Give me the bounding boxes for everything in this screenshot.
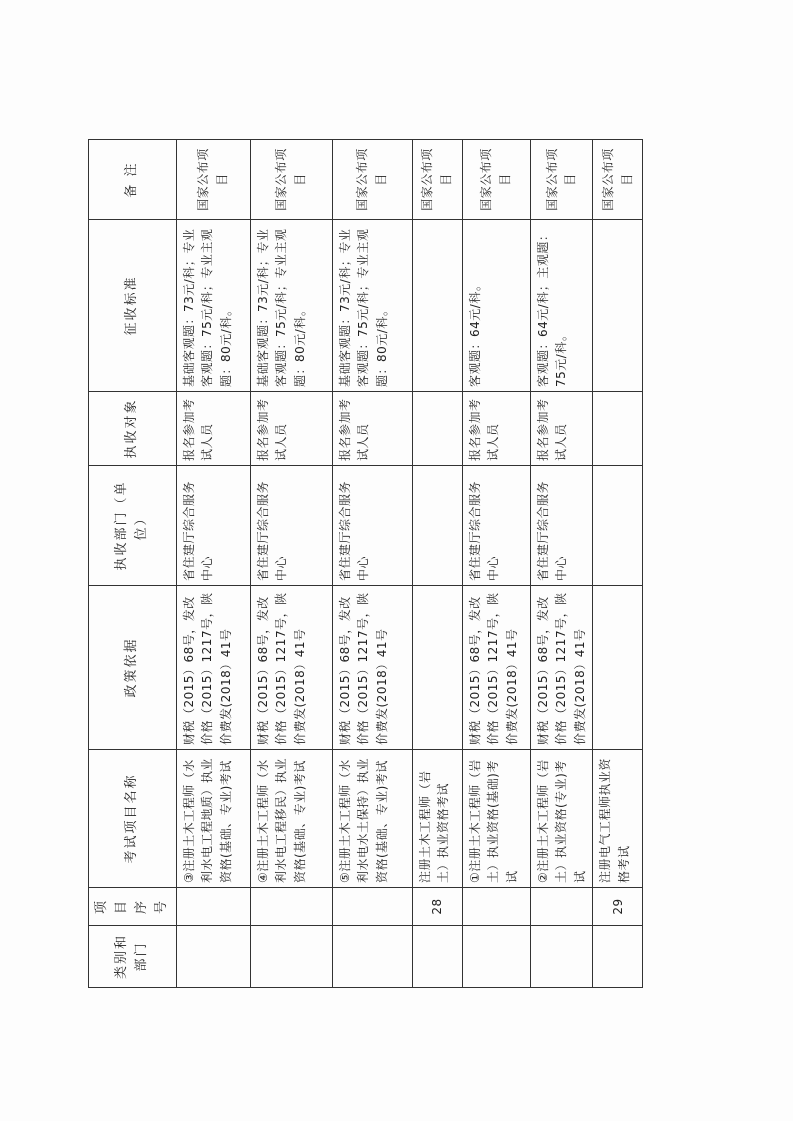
cell-standard: 基础客观题：73元/科；专业客观题：75元/科；专业主观题：80元/科。	[332, 220, 412, 392]
cell-policy: 财税（2015）68号，发改价格（2015）1217号，陕价费发(2018）41号	[176, 586, 250, 750]
cell-standard: 基础客观题：73元/科；专业客观题：75元/科；专业主观题：80元/科。	[176, 220, 250, 392]
cell-target	[593, 392, 643, 466]
cell-standard: 客观题：64元/科。	[462, 220, 530, 392]
cell-dept	[412, 466, 462, 586]
header-remark: 备 注	[89, 140, 177, 220]
cell-dept: 省住建厅综合服务中心	[462, 466, 530, 586]
cell-category	[593, 926, 643, 988]
cell-seq	[530, 888, 593, 926]
cell-target: 报名参加考试人员	[462, 392, 530, 466]
cell-remark: 国家公布项目	[332, 140, 412, 220]
cell-target	[412, 392, 462, 466]
cell-standard: 基础客观题：73元/科；专业客观题：75元/科；专业主观题：80元/科。	[250, 220, 332, 392]
header-policy: 政策依据	[89, 586, 177, 750]
cell-target: 报名参加考试人员	[250, 392, 332, 466]
cell-target: 报名参加考试人员	[176, 392, 250, 466]
cell-seq: 28	[412, 888, 462, 926]
header-target: 执收对象	[89, 392, 177, 466]
cell-dept	[593, 466, 643, 586]
cell-category	[250, 926, 332, 988]
cell-category	[530, 926, 593, 988]
cell-category	[176, 926, 250, 988]
cell-seq	[176, 888, 250, 926]
cell-remark: 国家公布项目	[462, 140, 530, 220]
cell-seq	[462, 888, 530, 926]
table-row	[593, 140, 643, 988]
cell-remark: 国家公布项目	[530, 140, 593, 220]
cell-exam-name: ②注册土木工程师（岩土）执业资格(专业)考试	[530, 750, 593, 888]
cell-exam-name: ④注册土木工程师（水利水电工程移民）执业资格(基础、专业)考试	[250, 750, 332, 888]
cell-policy	[412, 586, 462, 750]
cell-policy	[593, 586, 643, 750]
cell-seq	[332, 888, 412, 926]
header-category: 类别和部门	[89, 926, 177, 988]
cell-dept: 省住建厅综合服务中心	[176, 466, 250, 586]
cell-seq	[250, 888, 332, 926]
table-row	[462, 140, 530, 988]
cell-seq: 29	[593, 888, 643, 926]
cell-standard: 客观题：64元/科；主观题：75元/科。	[530, 220, 593, 392]
cell-exam-name: ③注册土木工程师（水利水电工程地质）执业资格(基础、专业)考试	[176, 750, 250, 888]
cell-policy: 财税（2015）68号，发改价格（2015）1217号，陕价费发(2018）41号	[530, 586, 593, 750]
fee-table	[88, 139, 643, 988]
header-seq: 项目序号	[89, 888, 177, 926]
cell-remark: 国家公布项目	[593, 140, 643, 220]
table-row	[412, 140, 462, 988]
cell-remark: 国家公布项目	[250, 140, 332, 220]
cell-exam-name: 注册土木工程师（岩土）执业资格考试	[412, 750, 462, 888]
cell-policy: 财税（2015）68号，发改价格（2015）1217号，陕价费发(2018）41号	[332, 586, 412, 750]
table-row	[530, 140, 593, 988]
cell-exam-name: ①注册土木工程师（岩土）执业资格(基础)考试	[462, 750, 530, 888]
cell-dept: 省住建厅综合服务中心	[250, 466, 332, 586]
cell-remark: 国家公布项目	[176, 140, 250, 220]
cell-category	[332, 926, 412, 988]
header-standard: 征收标准	[89, 220, 177, 392]
header-exam-name: 考试项目名称	[89, 750, 177, 888]
cell-policy: 财税（2015）68号，发改价格（2015）1217号，陕价费发(2018）41号	[250, 586, 332, 750]
table-row	[250, 140, 332, 988]
table-row	[332, 140, 412, 988]
cell-exam-name: ⑤注册土木工程师（水利水电水土保持）执业资格(基础、专业)考试	[332, 750, 412, 888]
cell-category	[412, 926, 462, 988]
cell-target: 报名参加考试人员	[530, 392, 593, 466]
cell-dept: 省住建厅综合服务中心	[530, 466, 593, 586]
table-row	[176, 140, 250, 988]
header-dept: 执收部门（单位）	[89, 466, 177, 586]
header-row	[89, 140, 177, 988]
cell-target: 报名参加考试人员	[332, 392, 412, 466]
cell-remark: 国家公布项目	[412, 140, 462, 220]
fee-table-wrapper	[88, 140, 634, 988]
cell-standard	[593, 220, 643, 392]
cell-standard	[412, 220, 462, 392]
cell-category	[462, 926, 530, 988]
cell-exam-name: 注册电气工程师执业资格考试	[593, 750, 643, 888]
cell-dept: 省住建厅综合服务中心	[332, 466, 412, 586]
cell-policy: 财税（2015）68号，发改价格（2015）1217号，陕价费发(2018）41号	[462, 586, 530, 750]
